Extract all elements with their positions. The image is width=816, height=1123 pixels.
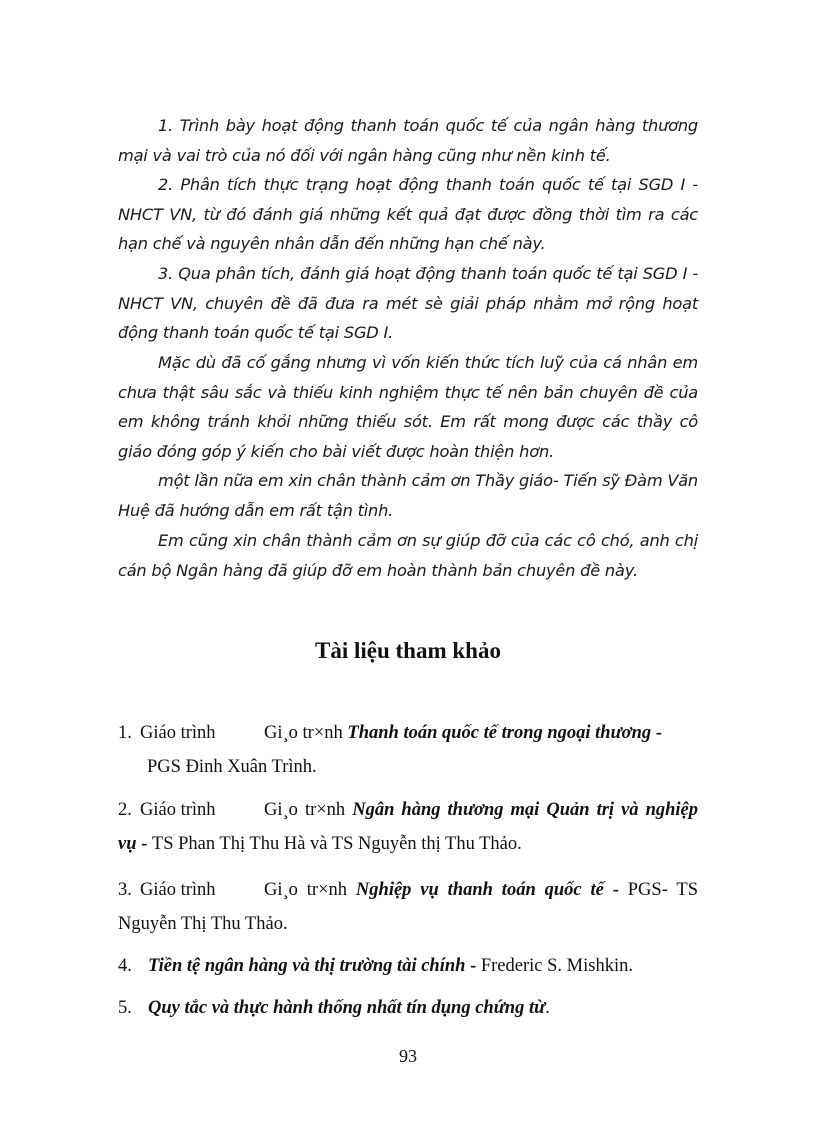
reference-item [118, 949, 698, 983]
reference-title: Thanh toán quốc tế trong ngoại thương [347, 723, 652, 743]
reference-kind-garbled: Gi¸o tr×nh [264, 723, 343, 743]
reference-number: 1. [118, 723, 132, 743]
reference-title: Nghiệp vụ thanh toán quốc tế [355, 880, 604, 900]
reference-title: Quy tắc và thực hành thống nhất tín dụng chứng từ [148, 998, 546, 1018]
conclusion-paragraph-6: Em cũng xin chân thành cảm ơn sự giúp đỡ của các cô chó, anh chị cán bộ Ngân hàng đã giúp đỡ em hoàn thành bản chuyên đề này. [118, 531, 698, 580]
reference-item [118, 873, 698, 941]
reference-rest: PGS- TS Nguyễn Thị Thu Thảo. [118, 880, 698, 934]
reference-kind: Giáo trình [140, 723, 216, 743]
conclusion-paragraph-1: 1. Trình bày hoạt động thanh toán quốc tế của ngân hàng thương mại và vai trò của nó đối với ngân hàng cũng như nền kinh tế. [118, 116, 698, 165]
reference-rest: . [545, 998, 550, 1018]
reference-kind: Giáo trình [140, 800, 216, 820]
reference-number: 2. [118, 800, 132, 820]
reference-number: 5. [118, 998, 132, 1018]
reference-number: 4. [118, 956, 132, 976]
reference-title: Tiền tệ ngân hàng và thị trường tài chính [148, 956, 466, 976]
reference-rest: TS Phan Thị Thu Hà và TS Nguyễn thị Thu Thảo. [151, 834, 522, 854]
reference-separator: - [465, 956, 481, 976]
reference-number: 3. [118, 880, 132, 900]
reference-item [118, 793, 698, 861]
reference-kind: Giáo trình [140, 880, 216, 900]
reference-item [118, 716, 698, 784]
references-heading: Tài liệu tham khảo [315, 638, 501, 663]
page-number: 93 [399, 1046, 417, 1066]
conclusion-paragraph-3: 3. Qua phân tích, đánh giá hoạt động thanh toán quốc tế tại SGD I - NHCT VN, chuyên đề đã đưa ra mét sè giải pháp nhằm mở rộng hoạt động thanh toán quốc tế tại SGD I. [118, 264, 698, 342]
reference-separator: - [651, 723, 662, 743]
conclusion-paragraph-2: 2. Phân tích thực trạng hoạt động thanh toán quốc tế tại SGD I - NHCT VN, từ đó đánh giá những kết quả đạt được đồng thời tìm ra các hạn chế và nguyên nhân dẫn đến những hạn chế này. [118, 175, 698, 253]
reference-kind-garbled: Gi¸o tr×nh [264, 800, 346, 820]
conclusion-paragraph-4: Mặc dù đã cố gắng nhưng vì vốn kiến thức tích luỹ của cá nhân em chưa thật sâu sắc và thiếu kinh nghiệm thực tế nên bản chuyên đề của em không tránh khỏi những thiếu sót. Em rất mong được các thầy cô giáo đóng góp ý kiến cho bài viết được hoàn thiện hơn. [118, 353, 698, 461]
reference-item [118, 991, 698, 1025]
reference-kind-garbled: Gi¸o tr×nh [264, 880, 348, 900]
conclusion-paragraph-5: một lần nữa em xin chân thành cảm ơn Thầy giáo- Tiến sỹ Đàm Văn Huệ đã hướng dẫn em rất tận tình. [118, 471, 698, 520]
reference-title: Ngân hàng thương mại Quản trị và nghiệp vụ [118, 800, 699, 854]
reference-rest: PGS Đinh Xuân Trình. [147, 757, 317, 777]
reference-separator: - [136, 834, 152, 854]
reference-separator: - [603, 880, 628, 900]
reference-rest: Frederic S. Mishkin. [480, 956, 633, 976]
